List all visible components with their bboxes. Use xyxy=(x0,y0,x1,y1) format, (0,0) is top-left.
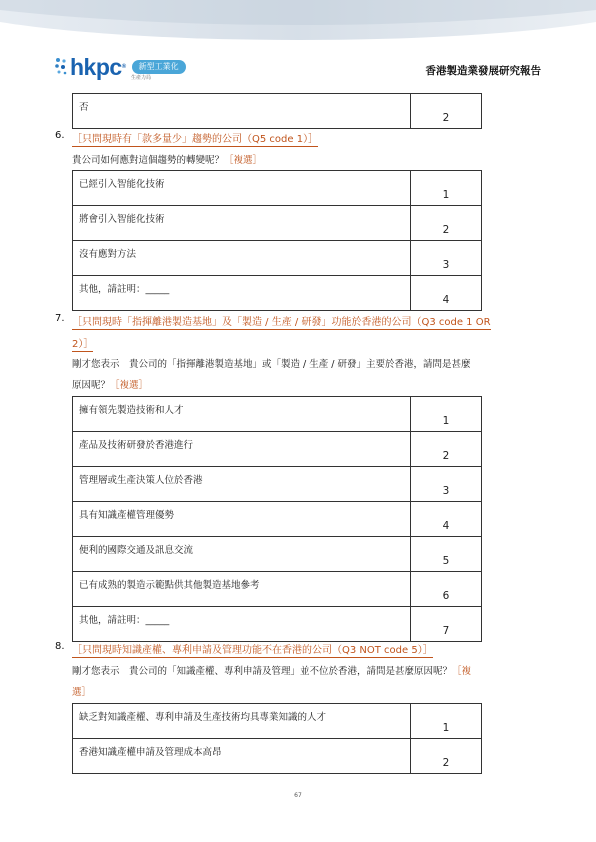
q7-options-table xyxy=(72,396,482,642)
multi-select-note: ［複 xyxy=(452,666,472,677)
table-row xyxy=(73,502,482,537)
table-row xyxy=(73,572,482,607)
table-row xyxy=(73,276,482,311)
option-code: 1 xyxy=(411,397,482,432)
multi-select-note: ［複選］ xyxy=(224,155,263,166)
multi-select-note-cont: 選］ xyxy=(72,687,92,698)
option-label: 具有知識產權管理優勢 xyxy=(73,502,411,537)
question-text-cont xyxy=(72,684,91,698)
option-code: 4 xyxy=(411,502,482,537)
table-row xyxy=(73,704,482,739)
option-label: 已經引入智能化技術 xyxy=(73,171,411,206)
option-code: 2 xyxy=(411,206,482,241)
option-code: 7 xyxy=(411,607,482,642)
option-label: 其他，請註明：_____ xyxy=(73,276,411,311)
question-number: 6. xyxy=(55,130,65,141)
option-code: 4 xyxy=(411,276,482,311)
question-number: 8. xyxy=(55,641,65,652)
option-label: 便利的國際交通及訊息交流 xyxy=(73,537,411,572)
hkpc-logo xyxy=(54,52,186,82)
header-decorative-band xyxy=(0,0,596,46)
option-label: 否 xyxy=(73,94,411,129)
question-text: 貴公司如何應對這個趨勢的轉變呢？［複選］ xyxy=(72,155,263,166)
option-label: 其他，請註明：_____ xyxy=(73,607,411,642)
option-code: 2 xyxy=(411,432,482,467)
logo-subtext: 生產力局 xyxy=(131,75,152,81)
table-row xyxy=(73,171,482,206)
question-filter-cont: 2）］ xyxy=(72,339,94,350)
option-code: 5 xyxy=(411,537,482,572)
table-row xyxy=(73,537,482,572)
option-code: 1 xyxy=(411,704,482,739)
option-code: 6 xyxy=(411,572,482,607)
table-row xyxy=(73,607,482,642)
option-code: 1 xyxy=(411,171,482,206)
q6-options-table xyxy=(72,170,482,311)
table-row xyxy=(73,241,482,276)
question-filter: ［只問現時知識產權、專利申請及管理功能不在香港的公司（Q3 NOT code 5）］ xyxy=(72,645,433,656)
option-label: 擁有領先製造技術和人才 xyxy=(73,397,411,432)
table-row xyxy=(73,739,482,774)
option-code: 2 xyxy=(411,739,482,774)
table-row xyxy=(73,397,482,432)
table-row xyxy=(73,467,482,502)
option-label: 產品及技術研發於香港進行 xyxy=(73,432,411,467)
option-label: 香港知識產權申請及管理成本高昂 xyxy=(73,739,411,774)
question-text: 剛才您表示 貴公司的「知識產權、專利申請及管理」並不位於香港，請問是甚麼原因呢？［複 xyxy=(72,666,472,677)
option-code: 3 xyxy=(411,467,482,502)
question-text: 剛才您表示 貴公司的「指揮離港製造基地」或「製造 / 生產 / 研發」主要於香港，請問是甚麼 xyxy=(72,359,471,370)
page-number: 67 xyxy=(294,792,302,799)
table-row xyxy=(73,206,482,241)
report-title: 香港製造業發展研究報告 xyxy=(425,65,541,77)
option-code: 3 xyxy=(411,241,482,276)
logo-dots-icon xyxy=(54,57,68,77)
multi-select-note: ［複選］ xyxy=(110,380,149,391)
option-label: 沒有應對方法 xyxy=(73,241,411,276)
question-number: 7. xyxy=(55,313,65,324)
option-label: 已有成熟的製造示範點供其他製造基地參考 xyxy=(73,572,411,607)
option-label: 將會引入智能化技術 xyxy=(73,206,411,241)
option-label: 缺乏對知識產權、專利申請及生產技術均具專業知識的人才 xyxy=(73,704,411,739)
table-row xyxy=(73,432,482,467)
question-filter: ［只問現時有「款多量少」趨勢的公司（Q5 code 1）］ xyxy=(72,134,319,145)
logo-tagline-pill: 新型工業化 xyxy=(132,60,186,74)
option-code: 2 xyxy=(411,94,482,129)
options-table-continued xyxy=(72,93,482,129)
option-label: 管理層或生產決策人位於香港 xyxy=(73,467,411,502)
question-filter: ［只問現時「指揮離港製造基地」及「製造 / 生產 / 研發」功能於香港的公司（Q3 code 1 OR xyxy=(72,317,491,328)
logo-wordmark: hkpc® xyxy=(70,54,126,80)
q8-options-table xyxy=(72,703,482,774)
table-row xyxy=(73,94,482,129)
question-text-cont: 原因呢？［複選］ xyxy=(72,380,149,391)
